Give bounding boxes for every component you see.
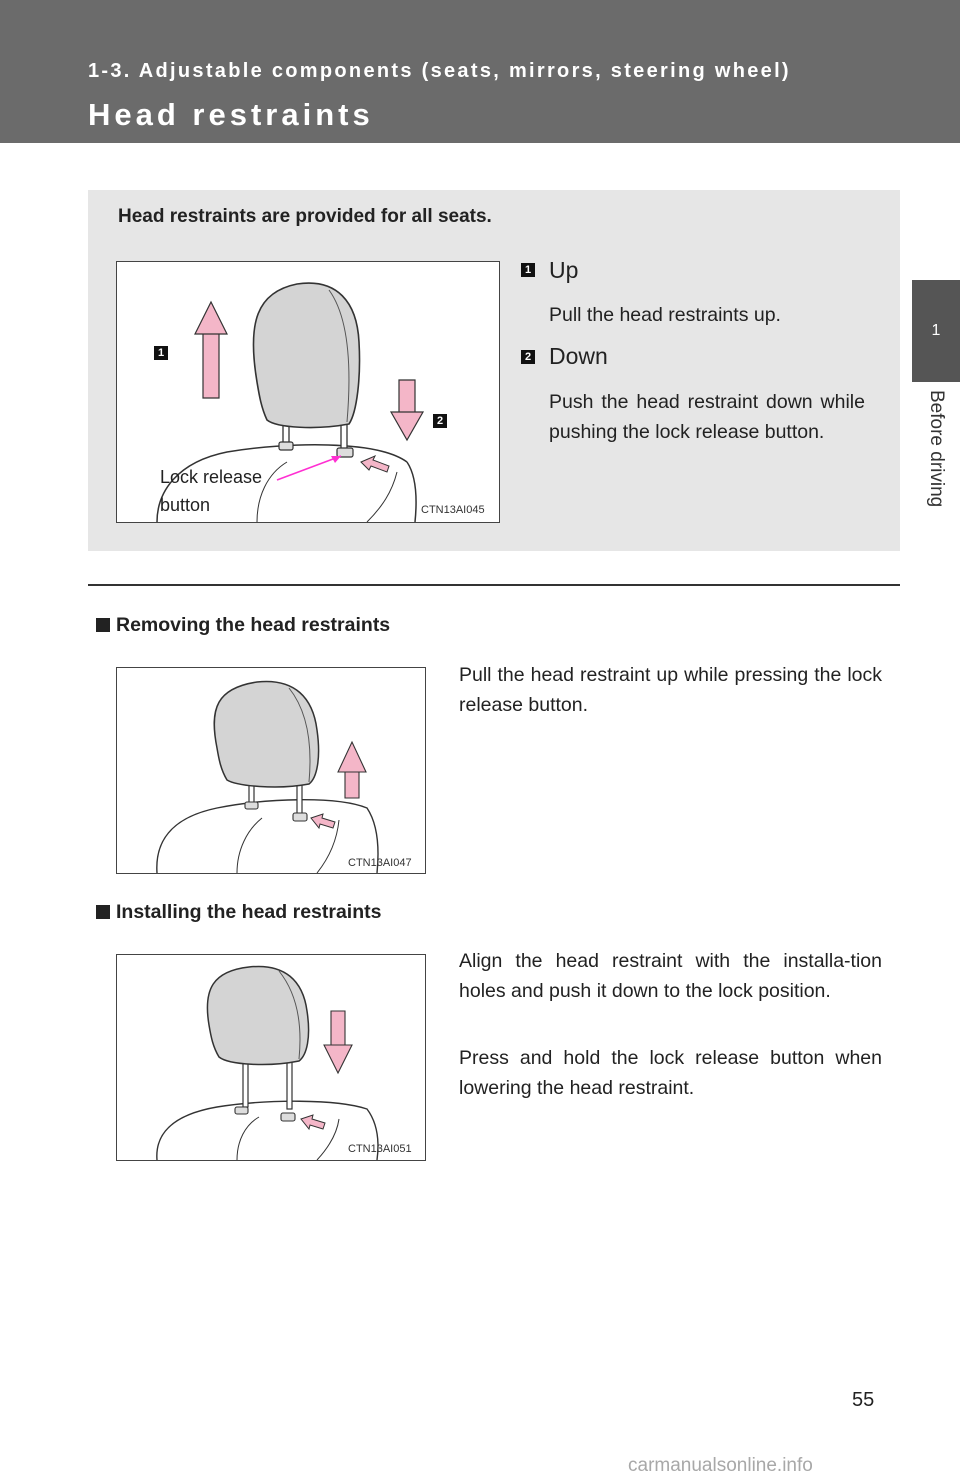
removing-text: Pull the head restraint up while pressing the lock release button.: [459, 664, 882, 716]
step-1-title: Up: [549, 257, 579, 283]
section-title: 1-3. Adjustable components (seats, mirrors, steering wheel): [88, 60, 791, 82]
figure-removing: [116, 667, 426, 874]
figure-installing: [116, 954, 426, 1161]
installing-heading-text: Installing the head restraints: [116, 901, 382, 923]
callout-line-2: button: [160, 495, 211, 515]
removing-heading-text: Removing the head restraints: [116, 614, 391, 636]
lock-release-callout: [160, 463, 262, 519]
callout-line-1: Lock release: [160, 467, 263, 487]
step-1-text: Pull the head restraints up.: [549, 304, 781, 326]
page-number: 55: [852, 1389, 875, 1411]
figure-3-illustration: [117, 955, 425, 1160]
installing-text-2: Press and hold the lock release button when lowering the head restraint.: [459, 1047, 882, 1099]
step-2-marker: 2: [521, 350, 535, 364]
bullet-square-icon: [96, 618, 110, 632]
step-2-text: Push the head restraint down while pushing the lock release button.: [549, 391, 865, 443]
figure-marker-1: 1: [154, 346, 168, 360]
removing-heading: [96, 614, 390, 637]
figure-3-code: CTN13AI051: [348, 1143, 412, 1155]
page-header: [0, 0, 960, 143]
figure-code: CTN13AI045: [421, 504, 485, 516]
step-2-title: Down: [549, 343, 608, 369]
figure-2-code: CTN13AI047: [348, 857, 412, 869]
section-divider: [88, 584, 900, 586]
step-1-marker: 1: [521, 263, 535, 277]
installing-text-1: Align the head restraint with the installa-tion holes and push it down to the lock position.: [459, 950, 882, 1002]
installing-heading: [96, 901, 381, 924]
figure-2-illustration: [117, 668, 425, 873]
chapter-tab: [912, 280, 960, 382]
page-title: Head restraints: [88, 97, 374, 132]
intro-text: Head restraints are provided for all seats.: [118, 206, 492, 227]
chapter-label-text: Before driving: [926, 390, 947, 508]
chapter-label: [912, 390, 960, 540]
figure-marker-2: 2: [433, 414, 447, 428]
chapter-number: 1: [931, 322, 941, 339]
bullet-square-icon: [96, 905, 110, 919]
watermark: carmanualsonline.info: [628, 1455, 813, 1476]
